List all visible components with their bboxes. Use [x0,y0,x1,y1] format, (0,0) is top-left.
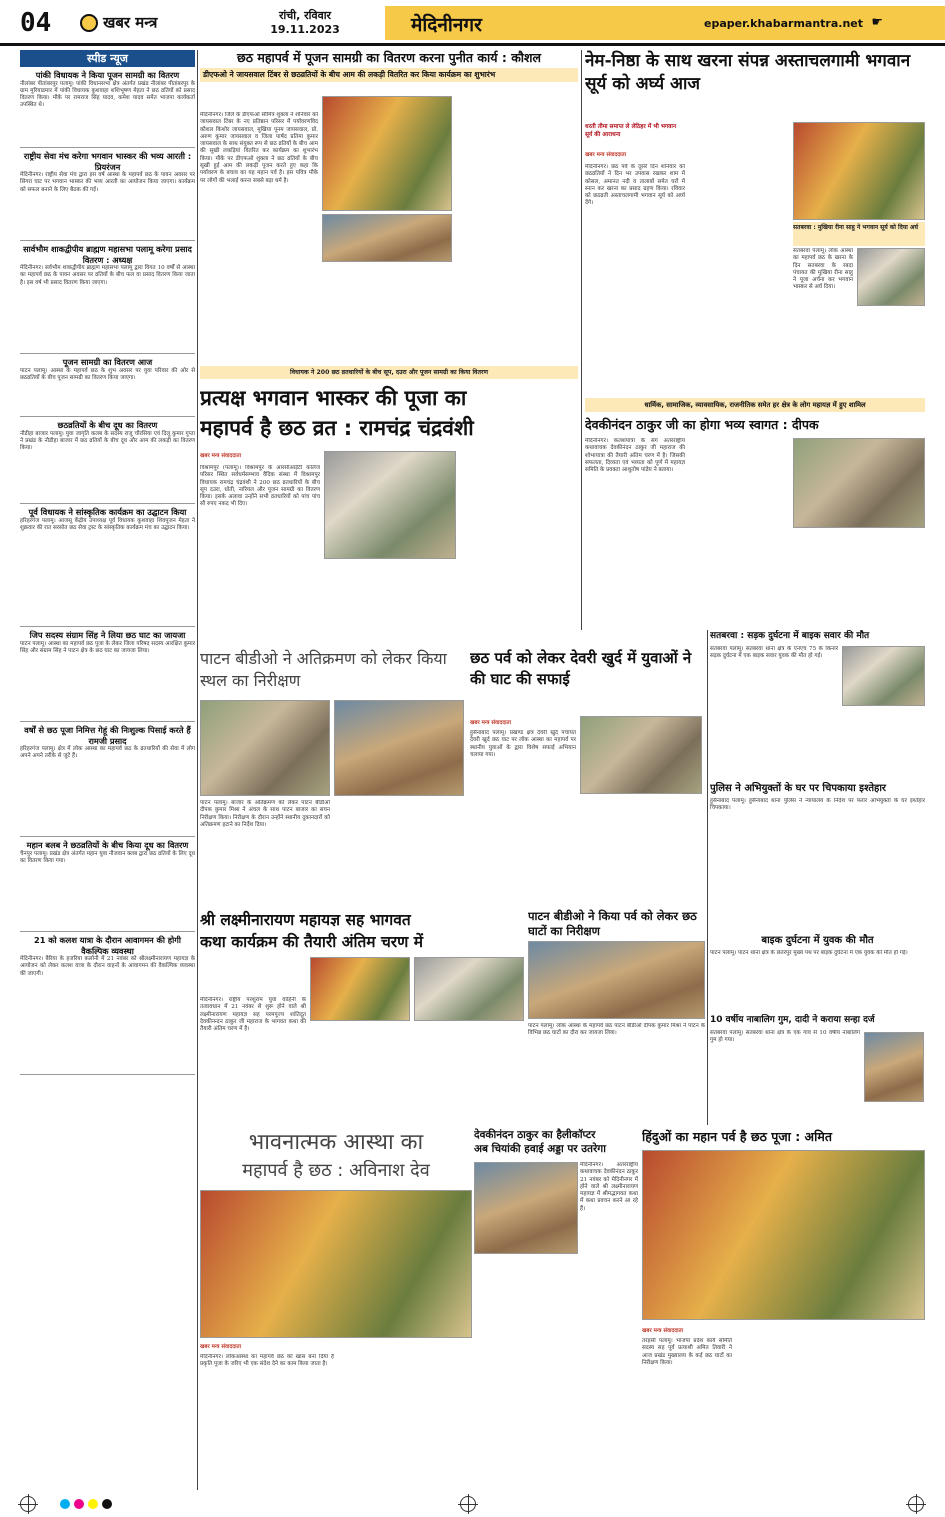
main-photo-2 [322,214,452,262]
bhavnatmak-headline-2: महापर्व है छठ : अविनाश देव [242,1160,430,1181]
lakshmi-body: मेदिनीनगर। राष्ट्रीय परशुराम युवा वाहिनी के तत्वावधान में 21 नवंबर से शुरू होने वाले श्री लक्ष्मीनारायण महायज्ञ सह परमपूज्य शांतिदूत देवकीनन्दन ठाकुर जी महाराज के भागवत कथा की तैयारी अंतिम चरण में है। [200,997,306,1033]
right-top-photo-2 [857,248,925,306]
main-photo-1 [322,96,452,211]
helicopter-headline-2: अब चियांकी हवाई अड्डा पर उतरेगा [474,1143,606,1155]
patan-bdo2-photo [528,941,705,1019]
speed-news-item [20,244,195,354]
right-top-photo [793,122,925,220]
logo [80,12,200,34]
patan-bdo-photo-2 [334,700,464,796]
city: रांची, रविवार [278,9,332,22]
registration-mark-left [20,1496,36,1512]
devari-photo-1 [580,716,702,794]
center-big-headline-1: प्रत्यक्ष भगवान भास्कर की पूजा का [200,386,467,410]
patan-bdo-body-2 [334,800,464,900]
minor-photo [864,1032,924,1102]
road-accident-story [710,630,925,780]
police-headline: पुलिस ने अभियुक्तों के घर पर चिपकाया इश्तेहार [710,783,887,794]
section-banner [385,6,945,40]
speed-news-title: छठव्रतियों के बीच दूध का वितरण [57,420,158,430]
devakinandan-body-3 [793,532,925,624]
registration-mark-center [460,1496,476,1512]
hinduon-body: तरहसी पलामू। भाजपा प्रदेश कार्य समिति सदस्य सह पूर्व प्रत्याशी अमित तिवारी ने आज प्रखंड मुख्यालय के कई छठ घाटों का निरीक्षण किया। [642,1338,732,1366]
masthead [0,0,945,46]
main-body: मेदिनीनगर। जिले के डीएफओ सौमित्र शुक्ला ने शनिवार को जायसवाल टिंबर के नए प्रतिष्ठान परिसर में पर्यावरणविद कौशल किशोर जायसवाल, मुखिया पूनम जायसवाल, प्रो. अरुण कुमार जायसवाल व जिला पार्षद प्रतिमा कुमार जायसवाल के साथ संयुक्त रूप से छठ व्रतियों के बीच आम की सूखी लकड़ियां वितरित कर कार्यक्रम का शुभारंभ किया। मौके पर डीएफओ शुक्ला ने छठ व्रतियों के बीच सूखी हुई आम की लकड़ी पूजन करते हुए कहा कि पर्यावरण के बचाव का यह महान पर्व है। इस पवित्र मौके पर लोगों की भलाई करना सबसे बड़ा धर्म है। [200,112,318,184]
main-caption: विधायक ने 200 छठ व्रतधारियों के बीच सूप, दउरा और पूजन सामग्री का किया वितरण [200,366,578,379]
main-story [200,50,578,380]
speed-news-body: पाटन पलामू। आस्था के महापर्व छठ के शुभ अवसर पर युवा परिवार की ओर से छठव्रतियों के बीच पूजन सामग्री का वितरण किया जाएगा। [20,367,195,381]
patan-bdo-story [200,648,468,906]
bhavnatmak-byline: खबर मन्त्र संवाददाता [200,1344,242,1350]
speed-news-title: सार्वभौम शाकद्वीपीय ब्राह्मण महासभा पलामू करेगा प्रसाद वितरण : अध्यक्ष [23,244,192,265]
helicopter-body: मेदिनीनगर। अंतरराष्ट्रीय कथावाचक देवकीनंदन ठाकुर 21 नवंबर को मेदिनीनगर में होने वाले श्री लक्ष्मीनारायण महायज्ञ में श्रीमद्भागवत कथा में कथा प्रवचन करने आ रहे हैं। [580,1162,638,1212]
patan-bdo-body: पाटन पलामू। बाजार के अतिक्रमण को लेकर पाटन बीडीओ दीपक कुमार मिश्रा ने अंचल के साथ पाटन बाजार का सघन निरीक्षण किया। निरीक्षण के दौरान उन्होंने स्थानीय दुकानदारों को अतिक्रमण हटाने का निर्देश दिया। [200,800,330,828]
right-ribbon: धार्मिक, सामाजिक, व्यावसायिक, राजनीतिक समेत हर क्षेत्र के लोग महायज्ञ में हुए शामिल [585,398,925,412]
minor-body: सतबरवा पलामू। सतबरवा थाना क्षेत्र के एक गांव से 10 वर्षीय नाबालिग गुम हो गया। [710,1030,860,1044]
masthead-dateline [255,8,355,42]
website[interactable]: epaper.khabarmantra.net [704,17,863,30]
right-top-byline: खबर मन्त्र संवाददाता [585,152,627,158]
road-accident-body: सतबरवा पलामू। सतबरवा थाना क्षेत्र के एनएच 75 के किनारे सड़क दुर्घटना में एक बाइक सवार युवक की मौत हो गई। [710,646,838,660]
speed-news-title: राष्ट्रीय सेवा मंच करेगा भगवान भास्कर की भव्य आरती : प्रियरंजन [23,151,192,172]
speed-news-body: मेदिनीनगर। सर्वभौम शाकद्वीपीय ब्राह्मण महासभा पलामू द्वारा विगत 10 वर्षों से आस्था का महापर्व छठ के पावन अवसर पर व्रतियों के बीच फल वा प्रसाद वितरण किया जाता है। इस वर्ष भी प्रसाद वितरण किया जाएगा। [20,265,195,286]
speed-news-body: पाटन पलामू। आस्था का महापर्व छठ पूजा के लेकर जिला परिषद सदस्य आरक्षित कुमार सिंह और संग्राम सिंह ने पाटन क्षेत्र के छठ घाट का जायजा लिया। [20,640,195,654]
hinduon-story [642,1128,925,1490]
devari-body-2 [580,798,702,900]
speed-news-item [20,507,195,627]
main-kicker: छठ महापर्व में पूजन सामग्री का वितरण करना पुनीत कार्य : कौशल [236,50,542,65]
speed-news-item [20,357,195,417]
main-body-col2 [322,265,452,360]
date: 19.11.2023 [270,23,340,36]
color-bar-cyan [60,1499,70,1509]
bike-death-story [710,934,925,1012]
center-big-byline: खबर मन्त्र संवाददाता [200,453,242,459]
patan-bdo2-story [528,909,705,1124]
devakinandan-body: मेदिनीनगर। कलशयात्रा के संग अंतरराष्ट्रीय कथावाचक देवकीनंदन ठाकुर जी महाराज की शोभायात्रा की तैयारी अंतिम चरण में है। जिसकी सफलता, दिव्यता एवं भव्यता को पूर्ण में महायज्ञ समिति के प्रवक्ता आशुतोष पांडेय ने बताया। [585,438,685,474]
center-big-story [200,383,578,645]
speed-news-list [20,70,195,1075]
lakshmi-story [200,909,526,1124]
speed-news-title: पांकी विधायक ने किया पूजन सामग्री का वितरण [35,70,180,80]
helicopter-headline-1: देवकीनंदन ठाकुर का हैलीकॉप्टर [474,1129,596,1141]
speed-news-item [20,420,195,504]
helicopter-story [474,1128,639,1490]
speed-news-item [20,935,195,1075]
road-accident-headline: सतबरवा : सड़क दुर्घटना में बाइक सवार की मौत [710,631,870,641]
police-body: हुसैनाबाद पलामू। हुसैनाबाद थाना पुलिस ने न्यायालय के निर्देश पर फरार अभियुक्तों के घर इश्तेहार चिपकाया। [710,798,925,812]
speed-news-item [20,630,195,722]
logo-text: खबर मन्त्र [103,13,158,32]
center-big-body: विश्रामपुर (पलामू)। विश्रामपुर के आरसीआईटी कॉलेज परिसर स्थित सर्वधर्मसम्भाव वैदिक संस्था में विश्रामपुर विधायक रामचंद्र चंद्रवंशी ने 200 छठ व्रतधारियों के बीच सूप दउरा, धोती, नारियल और पूजन सामग्री का वितरण किया। इसके अलावा उन्होंने सभी व्रतधारियों को पांच पांच सौ रुपए नकद भी दिए। [200,465,320,508]
section-title: मेदिनीनगर [411,14,482,36]
speed-news-column [20,50,195,1490]
color-bar-black [102,1499,112,1509]
color-bar-yellow [88,1499,98,1509]
center-big-photo [324,451,456,559]
minor-headline: 10 वर्षीय नाबालिग गुम, दादी ने कराया सन्हा दर्ज [710,1015,875,1025]
bhavnatmak-photo [200,1190,472,1338]
center-big-body-3 [460,451,578,635]
speed-news-title: 21 को कलश यात्रा के दौरान आवागमन की होगी वैकल्पिक व्यवस्था [34,935,181,956]
speed-news-item [20,840,195,932]
speed-news-body: नीलांबर पीतांबरपुर पलामू। पांकी विधानसभा क्षेत्र अंतर्गत प्रखंड नीलांबर पीतांबरपुर के ग्राम मुरियाडमार में पांकी विधायक कुशवाहा शशिभूषण मेहता ने छठ व्रतियों को प्रसाद वितरण किया। मौके पर रामराज सिंह यादव, कमेश यादव समेत भाजपा कार्यकर्ता उपस्थित थे। [20,80,195,109]
main-body-col3 [456,96,576,360]
bike-death-headline: बाइक दुर्घटना में युवक की मौत [761,935,874,946]
page-number: 04 [20,8,52,38]
speed-news-item [20,151,195,241]
speed-news-body: हरिहरगंज पलामू। क्षेत्र में लोक आस्था का महापर्व छठ के व्रतधारियों की सेवा में लोग अपने अपने तरीके से जुटे हैं। [20,746,195,760]
devari-body: हुसैनाबाद पलामू। प्रखण्ड क्षेत्र देवरी खुर्द पंचायत देवरी खुर्द छठ घाट पर लोक आस्था का महापर्व पर स्थानीय युवाओं के द्वारा विशेष सफाई अभियान चलाया गया। [470,730,576,758]
patan-bdo-headline: पाटन बीडीओ ने अतिक्रमण को लेकर किया स्थल का निरीक्षण [200,649,447,690]
registration-mark-right [908,1496,924,1512]
speed-news-title: पूजन सामग्री का वितरण आज [62,357,153,367]
right-top-body-2 [689,122,789,386]
bhavnatmak-body: मेदिनीनगर। लोकआस्था का महापर्व छठ को खास बना दिया है प्रकृति पूजा के जरिए भी एक संदेश देने का काम किया जाता है। [200,1354,334,1368]
helicopter-body-2 [474,1258,638,1486]
speed-news-body: हरिहरगंज पलामू। आजसू केंद्रीय उपाध्यक्ष पूर्व विधायक कुशवाहा शिवपूजन मेहता ने शुक्रवार की रात सरसोत छठ सेवा ट्रस्ट के सांस्कृतिक कार्यक्रम मंच का उद्घाटन किया। [20,517,195,531]
lakshmi-photo-2 [414,957,524,1021]
hinduon-photo [642,1150,925,1320]
devari-headline: छठ पर्व को लेकर देवरी खुर्द में युवाओं ने की घाट की सफाई [470,649,692,688]
speed-news-body: मेदिनीनगर। बैरिया के हजरिया कलोनी में 21 नवंबर को श्रीलक्ष्मीनारायण महायज्ञ के आयोजन को लेकर कलश यात्रा के दौरान वाहनों के आवागमन की वैकल्पिक व्यवस्था की जाएगी। [20,956,195,977]
logo-icon [80,14,98,32]
color-bar-magenta [74,1499,84,1509]
devari-khurd-story [470,648,705,906]
speed-news-body: नौडीहा बाजार पलामू। युवा जागृति कलब के सदस्य राजू चौरसिया एवं दिलू कुमार गुप्ता ने प्रखंड के नौडीहा बाजार में छठ व्रतियों के बीच दूध और आम की लकड़ी का वितरण किया। [20,430,195,452]
hinduon-body-3 [830,1338,925,1486]
hinduon-body-2 [736,1338,826,1486]
lakshmi-photo-1 [310,957,410,1021]
bhavnatmak-headline-1: भावनात्मक आस्था का [248,1130,424,1155]
police-story [710,782,925,932]
bhavnatmak-story [200,1128,472,1490]
speed-news-title: महान बलब ने छठव्रतियों के बीच किया दूध का वितरण [26,840,189,850]
speed-news-label: स्पीड न्यूज [20,50,195,67]
lakshmi-body-2 [310,1025,524,1119]
speed-news-title: वर्षों से छठ पूजा निमित्त गेहूं की निःशुल्क पिसाई करते हैं रामजी प्रसाद [24,725,191,746]
right-top-caption: सतबरवा : मुखिया रीना साहु ने भगवान सूर्य को दिया अर्घ [793,222,925,246]
devakinandan-headline: देवकीनंदन ठाकुर जी का होगा भव्य स्वागत : दीपक [585,417,819,432]
hinduon-headline: हिंदुओं का महान पर्व है छठ पूजा : अमित [642,1129,832,1144]
speed-news-body: चैनपुर पलामू। प्रखंड क्षेत्र अंतर्गत महान युवा नौजवान क्लब द्वारा छठ व्रतियों के लिए दूध का वितरण किया गया। [20,850,195,864]
speed-news-title: पूर्व विधायक ने सांस्कृतिक कार्यक्रम का उद्घाटन किया [28,507,187,517]
road-accident-photo [842,646,925,706]
patan-bdo2-headline: पाटन बीडीओ ने किया पर्व को लेकर छठ घाटों का निरीक्षण [528,909,697,938]
minor-story [710,1014,925,1122]
lakshmi-headline-1: श्री लक्ष्मीनारायण महायज्ञ सह भागवत [200,911,411,929]
speed-news-title: जिप सदस्य संग्राम सिंह ने लिया छठ घाट का जायजा [29,630,186,640]
devakinandan-photo [793,438,925,528]
speed-news-body: मेदिनीनगर। राष्ट्रीय सेवा मंच द्वारा इस वर्ष आस्था के महापर्व छठ के पावन अवसर पर सिंगरा घाट पर भगवान भास्कर की भव्य आरती का आयोजन किया जाएगा। कार्यक्रम को सफल बनाने के लिए बैठक की गई। [20,172,195,193]
devari-byline: खबर मन्त्र संवाददाता [470,720,512,726]
hand-icon: ☛ [871,15,883,30]
main-subhead: डीएफओ ने जायसवाल टिंबर से छठव्रतियों के बीच आम की लकड़ी वितरित कर किया कार्यक्रम का शुभारंभ [200,68,578,82]
hinduon-byline: खबर मन्त्र संवाददाता [642,1328,684,1334]
speed-news-item [20,725,195,837]
patan-bdo2-body: पाटन पलामू। लोक आस्था के महापर्व छठ पाटन बीडीओ दीपक कुमार मिश्रा ने पाटन के विभिन्न छठ घाटों का दौरा कर जायजा लिया। [528,1023,705,1037]
right-top-intro: धरती तीमा समाप्त ले लेठिहर में भी भगवान सूर्य की आराधना [585,124,677,138]
lakshmi-headline-2: कथा कार्यक्रम की तैयारी अंतिम चरण में [200,933,424,951]
devakinandan-story [585,416,925,626]
patan-bdo-photo-1 [200,700,330,796]
speed-news-item [20,70,195,148]
center-big-body-2 [324,563,456,635]
center-big-headline-2: महापर्व है छठ व्रत : रामचंद्र चंद्रवंशी [200,416,474,440]
right-top-story [585,50,925,395]
right-top-caption-body: सतबरवा पलामू। लोक आस्था का महापर्व छठ के खरना के दिन सतबरवा के रबदा पंचायत की मुखिया रीना साहु ने पूजा अर्चना कर भगवान भास्कर से अर्घ दिया। [793,248,853,291]
bike-death-body: पाटन पलामू। पाटन थाना क्षेत्र के छतरपुर मुख्य पथ पर बाइक दुर्घटना में एक युवक की मौत हो गई। [710,950,908,956]
right-top-headline: नेम-निष्ठा के साथ खरना संपन्न अस्ताचलगामी भगवान सूर्य को अर्घ्य आज [585,51,911,94]
right-top-body: मेदिनीनगर। छठ पर्व के दूसरे दिन शनिवार को छठव्रतियों ने दिन भर उपवास रखकर शाम में कोसल, अमानत नदी व तालाबों समेत घरों में स्नान कर खरना का प्रसाद ग्रहण किया। रविवार को छठव्रती अस्ताचलगामी भगवान सूर्य को अर्घ्य देंगे। [585,164,685,207]
main-byline [200,98,310,108]
bhavnatmak-body-2 [338,1354,472,1486]
helicopter-photo [474,1162,578,1254]
devakinandan-body-2 [689,438,789,624]
